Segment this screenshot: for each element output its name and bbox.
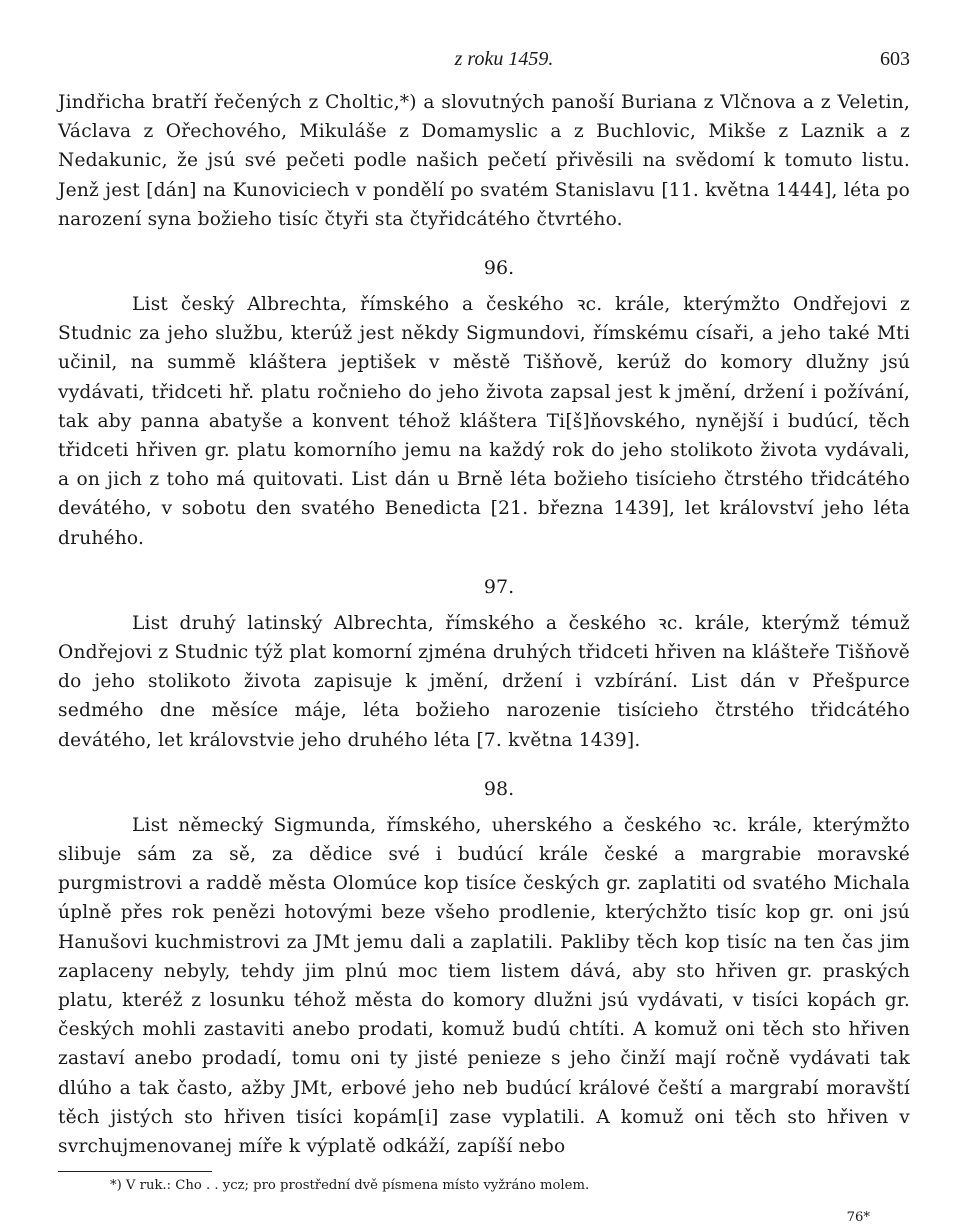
- running-head: [58, 42, 910, 76]
- page-number: 603: [880, 48, 910, 70]
- signature-mark: 76*: [846, 1210, 870, 1226]
- running-title: z roku 1459.: [454, 48, 554, 70]
- document-number: 97.: [483, 575, 515, 598]
- document-number: 98.: [483, 777, 515, 800]
- document-regest: List německý Sigmunda, římského, uherského a českého ꝛc. krále, kterýmžto slibuje sám za sě, za dědice své i budúcí krále české a margrabie moravské purgmistrovi a raddě města Olomúce kop tisíce českých gr. zaplatiti od svatého Michala úplně přes rok penězi hotovými beze všeho prodlenie, kterýchžto tisíc kop gr. oni jsú Hanušovi kuchmistrovi za JMt jemu dali a zaplatili. Pakliby těch kop tisíc na ten čas jim zaplaceny nebyly, tehdy jim plnú moc tiem listem dává, aby sto hřiven gr. praských platu, kteréž z losunku téhož města do komory dlužni jsú vydávati, v tisíci kopách gr. českých mohli zastaviti anebo prodati, komuž budú chtíti. A komuž oni těch sto hřiven zastaví anebo prodadí, tomu oni ty jisté penieze s jeho činží mají ročně vydávati tak dlúho a tak často, ažby JMt, erbové jeho neb budúcí králové čeští a margrabí moravští těch jistých sto hřiven tisíci kopám[i] zase vyplatili. A komuž oni těch sto hřiven v svrchujmenovanej míře k výplatě odkáží, zapíší nebo: [58, 814, 910, 1158]
- document-regest: List druhý latinský Albrechta, římského a českého ꝛc. krále, kterýmž témuž Ondřejovi z Studnic týž plat komorní zjména druhých třidceti hřiven na klášteře Tišňově do jeho stolikoto života zapisuje k jmění, držení i vzbírání. List dán v Přešpurce sedmého dne měsíce máje, léta božieho narozenie tisícieho čtrstého třidcátého devátého, let královstvie jeho druhého léta [7. května 1439].: [58, 612, 910, 751]
- document-regest: List český Albrechta, římského a českého ꝛc. krále, kterýmžto Ondřejovi z Studnic za jeho službu, kterúž jest někdy Sigmundovi, římskému císaři, a jeho také Mti učinil, na summě kláštera jeptišek v městě Tišňově, kerúž do komory dlužny jsú vydávati, třidceti hř. platu ročnieho do jeho života zapsal jest k jmění, držení i požívání, tak aby panna abatyše a konvent téhož kláštera Ti[š]ňovského, nynější i budúcí, těch třidceti hřiven gr. platu komorního jemu na každý rok do jeho stolikoto života vydávali, a on jich z toho má quitovati. List dán u Brně léta božieho tisícieho čtrstého třidcátého devátého, v sobotu den svatého Benedicta [21. března 1439], let království jeho léta druhého.: [58, 294, 910, 549]
- footnote: *) V ruk.: Cho . . ycz; pro prostřední dvě písmena místo vyžráno molem.: [110, 1178, 590, 1194]
- continuation-paragraph: Jindřicha bratří řečených z Choltic,*) a slovutných panoší Buriana z Vlčnova a z Veletin, Václava z Ořechového, Mikuláše z Domamyslic a z Buchlovic, Mikše z Laznik a z Nedakunic, že jsú své pečeti podle našich pečetí přivěsili na svědomí k tomuto listu. Jenž jest [dán] na Kunoviciech v pondělí po svatém Stanislavu [11. května 1444], léta po narození syna božieho tisíc čtyři sta čtyřidcátého čtvrtého.: [58, 92, 910, 230]
- document-page: [58, 42, 910, 1228]
- document-number: 96.: [483, 257, 515, 280]
- footnote-divider: [58, 1171, 212, 1172]
